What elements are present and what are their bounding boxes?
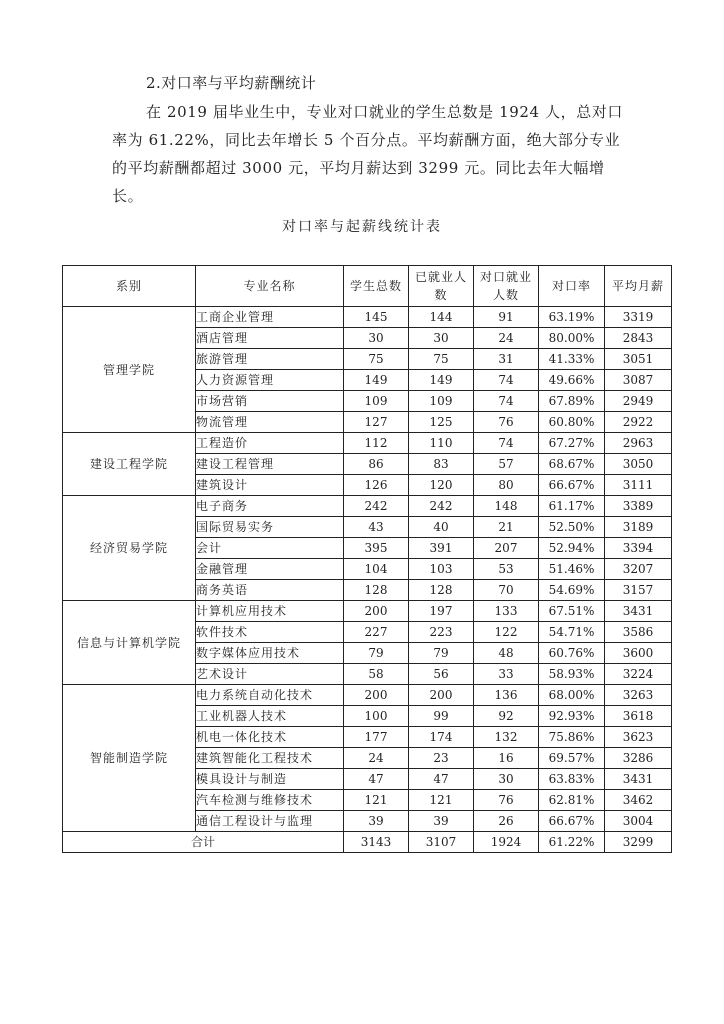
employed-count: 30	[409, 328, 474, 349]
matched-count: 70	[474, 580, 539, 601]
match-rate: 51.46%	[539, 559, 605, 580]
table-row	[63, 685, 672, 706]
matched-count: 207	[474, 538, 539, 559]
header-total-students: 学生总数	[344, 266, 409, 307]
match-rate: 63.83%	[539, 769, 605, 790]
student-count: 47	[344, 769, 409, 790]
match-rate: 62.81%	[539, 790, 605, 811]
match-rate: 61.17%	[539, 496, 605, 517]
matched-count: 136	[474, 685, 539, 706]
matched-count: 74	[474, 433, 539, 454]
employed-count: 197	[409, 601, 474, 622]
table-header-row	[63, 266, 672, 307]
major-name: 人力资源管理	[196, 370, 344, 391]
employed-count: 121	[409, 790, 474, 811]
avg-salary: 3189	[605, 517, 672, 538]
student-count: 128	[344, 580, 409, 601]
matched-count: 133	[474, 601, 539, 622]
match-rate: 60.76%	[539, 643, 605, 664]
table-row	[63, 601, 672, 622]
student-count: 104	[344, 559, 409, 580]
student-count: 79	[344, 643, 409, 664]
matched-count: 74	[474, 370, 539, 391]
matched-count: 53	[474, 559, 539, 580]
major-name: 工商企业管理	[196, 307, 344, 328]
student-count: 200	[344, 685, 409, 706]
matched-count: 48	[474, 643, 539, 664]
avg-salary: 3462	[605, 790, 672, 811]
employed-count: 391	[409, 538, 474, 559]
header-match-rate: 对口率	[539, 266, 605, 307]
major-name: 工业机器人技术	[196, 706, 344, 727]
dept-cell: 经济贸易学院	[63, 496, 196, 601]
match-rate: 58.93%	[539, 664, 605, 685]
matched-count: 33	[474, 664, 539, 685]
student-count: 126	[344, 475, 409, 496]
employed-count: 223	[409, 622, 474, 643]
match-rate: 69.57%	[539, 748, 605, 769]
matched-count: 92	[474, 706, 539, 727]
employed-count: 79	[409, 643, 474, 664]
student-count: 200	[344, 601, 409, 622]
employed-count: 125	[409, 412, 474, 433]
student-count: 30	[344, 328, 409, 349]
avg-salary: 3389	[605, 496, 672, 517]
major-name: 电力系统自动化技术	[196, 685, 344, 706]
employed-count: 23	[409, 748, 474, 769]
header-avg-salary: 平均月薪	[605, 266, 672, 307]
match-rate: 67.89%	[539, 391, 605, 412]
header-major: 专业名称	[196, 266, 344, 307]
employed-count: 109	[409, 391, 474, 412]
major-name: 软件技术	[196, 622, 344, 643]
major-name: 艺术设计	[196, 664, 344, 685]
employed-count: 47	[409, 769, 474, 790]
matched-count: 132	[474, 727, 539, 748]
total-employed: 3107	[409, 832, 474, 853]
dept-cell: 建设工程学院	[63, 433, 196, 496]
major-name: 物流管理	[196, 412, 344, 433]
match-rate: 75.86%	[539, 727, 605, 748]
avg-salary: 3286	[605, 748, 672, 769]
match-rate: 80.00%	[539, 328, 605, 349]
avg-salary: 3431	[605, 769, 672, 790]
employed-count: 40	[409, 517, 474, 538]
match-rate: 67.51%	[539, 601, 605, 622]
student-count: 39	[344, 811, 409, 832]
employed-count: 83	[409, 454, 474, 475]
avg-salary: 3004	[605, 811, 672, 832]
table-body	[63, 307, 672, 832]
major-name: 通信工程设计与监理	[196, 811, 344, 832]
student-count: 121	[344, 790, 409, 811]
matched-count: 57	[474, 454, 539, 475]
match-rate: 66.67%	[539, 475, 605, 496]
dept-cell: 管理学院	[63, 307, 196, 433]
matched-count: 26	[474, 811, 539, 832]
total-row	[63, 832, 672, 853]
major-name: 金融管理	[196, 559, 344, 580]
student-count: 145	[344, 307, 409, 328]
matched-count: 30	[474, 769, 539, 790]
avg-salary: 3600	[605, 643, 672, 664]
stats-table	[62, 265, 672, 853]
student-count: 86	[344, 454, 409, 475]
matched-count: 16	[474, 748, 539, 769]
avg-salary: 3051	[605, 349, 672, 370]
employed-count: 75	[409, 349, 474, 370]
major-name: 数字媒体应用技术	[196, 643, 344, 664]
avg-salary: 3394	[605, 538, 672, 559]
student-count: 58	[344, 664, 409, 685]
avg-salary: 3319	[605, 307, 672, 328]
employed-count: 144	[409, 307, 474, 328]
major-name: 建设工程管理	[196, 454, 344, 475]
match-rate: 66.67%	[539, 811, 605, 832]
employed-count: 242	[409, 496, 474, 517]
match-rate: 60.80%	[539, 412, 605, 433]
match-rate: 54.71%	[539, 622, 605, 643]
employed-count: 99	[409, 706, 474, 727]
match-rate: 92.93%	[539, 706, 605, 727]
match-rate: 63.19%	[539, 307, 605, 328]
student-count: 149	[344, 370, 409, 391]
employed-count: 149	[409, 370, 474, 391]
major-name: 计算机应用技术	[196, 601, 344, 622]
avg-salary: 3623	[605, 727, 672, 748]
header-dept: 系别	[63, 266, 196, 307]
employed-count: 56	[409, 664, 474, 685]
major-name: 市场营销	[196, 391, 344, 412]
total-students: 3143	[344, 832, 409, 853]
major-name: 机电一体化技术	[196, 727, 344, 748]
employed-count: 110	[409, 433, 474, 454]
avg-salary: 3157	[605, 580, 672, 601]
header-matched: 对口就业人数	[474, 266, 539, 307]
employed-count: 174	[409, 727, 474, 748]
avg-salary: 3224	[605, 664, 672, 685]
employed-count: 128	[409, 580, 474, 601]
employed-count: 103	[409, 559, 474, 580]
student-count: 100	[344, 706, 409, 727]
employed-count: 200	[409, 685, 474, 706]
matched-count: 74	[474, 391, 539, 412]
avg-salary: 2922	[605, 412, 672, 433]
employed-count: 39	[409, 811, 474, 832]
total-match-rate: 61.22%	[539, 832, 605, 853]
student-count: 177	[344, 727, 409, 748]
major-name: 旅游管理	[196, 349, 344, 370]
avg-salary: 2949	[605, 391, 672, 412]
total-label: 合计	[63, 832, 344, 853]
summary-paragraph: 在 2019 届毕业生中，专业对口就业的学生总数是 1924 人，总对口率为 61.22%，同比去年增长 5 个百分点。平均薪酬方面，绝大部分专业的平均薪酬都超过 3000 元，平均月薪达到 3299 元。同比去年大幅增长。	[112, 103, 624, 205]
table-caption: 对口率与起薪线统计表	[282, 219, 442, 235]
major-name: 电子商务	[196, 496, 344, 517]
match-rate: 54.69%	[539, 580, 605, 601]
match-rate: 68.67%	[539, 454, 605, 475]
section-heading: 2.对口率与平均薪酬统计	[146, 74, 317, 92]
avg-salary: 3263	[605, 685, 672, 706]
major-name: 建筑智能化工程技术	[196, 748, 344, 769]
student-count: 112	[344, 433, 409, 454]
match-rate: 52.94%	[539, 538, 605, 559]
major-name: 会计	[196, 538, 344, 559]
matched-count: 24	[474, 328, 539, 349]
student-count: 395	[344, 538, 409, 559]
matched-count: 76	[474, 412, 539, 433]
match-rate: 52.50%	[539, 517, 605, 538]
avg-salary: 2843	[605, 328, 672, 349]
matched-count: 148	[474, 496, 539, 517]
student-count: 75	[344, 349, 409, 370]
avg-salary: 3207	[605, 559, 672, 580]
major-name: 建筑设计	[196, 475, 344, 496]
major-name: 汽车检测与维修技术	[196, 790, 344, 811]
avg-salary: 3431	[605, 601, 672, 622]
major-name: 模具设计与制造	[196, 769, 344, 790]
match-rate: 67.27%	[539, 433, 605, 454]
student-count: 43	[344, 517, 409, 538]
matched-count: 80	[474, 475, 539, 496]
avg-salary: 3087	[605, 370, 672, 391]
student-count: 109	[344, 391, 409, 412]
table-row	[63, 307, 672, 328]
matched-count: 31	[474, 349, 539, 370]
header-employed: 已就业人数	[409, 266, 474, 307]
major-name: 商务英语	[196, 580, 344, 601]
major-name: 国际贸易实务	[196, 517, 344, 538]
dept-cell: 智能制造学院	[63, 685, 196, 832]
total-matched: 1924	[474, 832, 539, 853]
student-count: 127	[344, 412, 409, 433]
student-count: 227	[344, 622, 409, 643]
student-count: 24	[344, 748, 409, 769]
matched-count: 21	[474, 517, 539, 538]
matched-count: 122	[474, 622, 539, 643]
avg-salary: 3618	[605, 706, 672, 727]
avg-salary: 3586	[605, 622, 672, 643]
match-rate: 49.66%	[539, 370, 605, 391]
avg-salary: 3111	[605, 475, 672, 496]
major-name: 工程造价	[196, 433, 344, 454]
dept-cell: 信息与计算机学院	[63, 601, 196, 685]
table-row	[63, 496, 672, 517]
avg-salary: 3050	[605, 454, 672, 475]
employed-count: 120	[409, 475, 474, 496]
table-row	[63, 433, 672, 454]
matched-count: 91	[474, 307, 539, 328]
student-count: 242	[344, 496, 409, 517]
matched-count: 76	[474, 790, 539, 811]
total-avg-salary: 3299	[605, 832, 672, 853]
avg-salary: 2963	[605, 433, 672, 454]
match-rate: 41.33%	[539, 349, 605, 370]
major-name: 酒店管理	[196, 328, 344, 349]
match-rate: 68.00%	[539, 685, 605, 706]
